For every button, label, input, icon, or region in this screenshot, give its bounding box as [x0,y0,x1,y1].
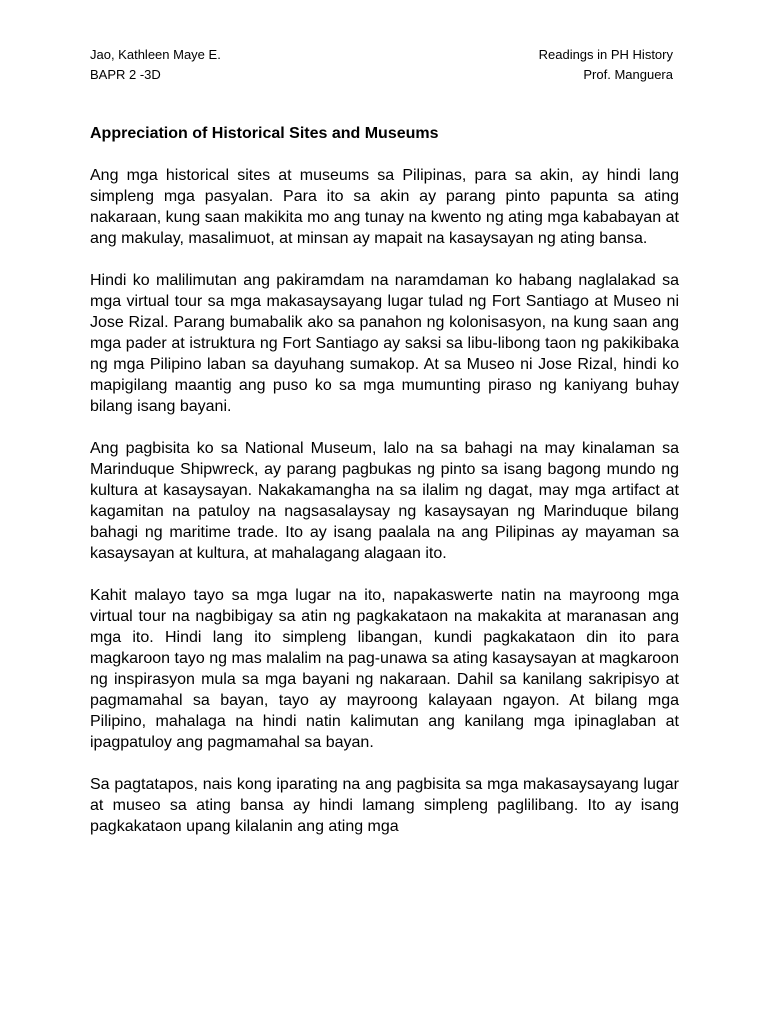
professor-name: Prof. Manguera [583,67,673,82]
document-title: Appreciation of Historical Sites and Museums [90,125,439,142]
paragraph-5: Sa pagtatapos, nais kong iparating na ang pagbisita sa mga makasaysayang lugar at museo sa ating bansa ay hindi lamang simpleng paglilibang. Ito ay isang pagkakataon upang kilalanin ang ating mga [90,776,679,835]
paragraph-4: Kahit malayo tayo sa mga lugar na ito, napakaswerte natin na mayroong mga virtual tour na nagbibigay sa atin ng pagkakataon na makakita at maranasan ang mga ito. Hindi lang ito simpleng libangan, kundi pagkakataon din ito para magkaroon tayo ng mas malalim na pag-unawa sa ating kasaysayan at magkaroon ng inspirasyon mula sa mga bayani ng nakaraan. Dahil sa kanilang sakripisyo at pagmamahal sa bayan, tayo ay mayroong kalayaan ngayon. At bilang mga Pilipino, mahalaga na hindi natin kalimutan ang kanilang mga ipinaglaban at ipagpatuloy ang pagmamahal sa bayan. [90,587,679,751]
document-body [90,165,679,858]
header-right-block [539,45,673,85]
author-name: Jao, Kathleen Maye E. [90,47,221,62]
header-left-block [90,45,221,85]
paragraph-1: Ang mga historical sites at museums sa Pilipinas, para sa akin, ay hindi lang simpleng mga pasyalan. Para ito sa akin ay parang pinto papunta sa ating nakaraan, kung saan makikita mo ang tunay na kwento ng ating mga kababayan at ang makulay, masalimuot, at minsan ay mapait na kasaysayan ng ating bansa. [90,167,679,247]
class-section: BAPR 2 -3D [90,67,161,82]
course-name: Readings in PH History [538,47,673,62]
paragraph-3: Ang pagbisita ko sa National Museum, lalo na sa bahagi na may kinalaman sa Marinduque Shipwreck, ay parang pagbukas ng pinto sa isang bagong mundo ng kultura at kasaysayan. Nakakamangha na sa ilalim ng dagat, may mga artifact at kagamitan na patuloy na nagsasalaysay ng kasaysayan ng Marinduque bilang bahagi ng maritime trade. Ito ay isang paalala na ang Pilipinas ay mayaman sa kasaysayan at kultura, at mahalagang alagaan ito. [90,440,679,562]
paragraph-2: Hindi ko malilimutan ang pakiramdam na naramdaman ko habang naglalakad sa mga virtual tour sa mga makasaysayang lugar tulad ng Fort Santiago at Museo ni Jose Rizal. Parang bumabalik ako sa panahon ng kolonisasyon, na kung saan ang mga pader at istruktura ng Fort Santiago ay saksi sa libu-libong taon ng pakikibaka ng mga Pilipino laban sa dayuhang sumakop. At sa Museo ni Jose Rizal, hindi ko mapigilang maantig ang puso ko sa mga mumunting piraso ng kaniyang buhay bilang isang bayani. [90,272,679,415]
